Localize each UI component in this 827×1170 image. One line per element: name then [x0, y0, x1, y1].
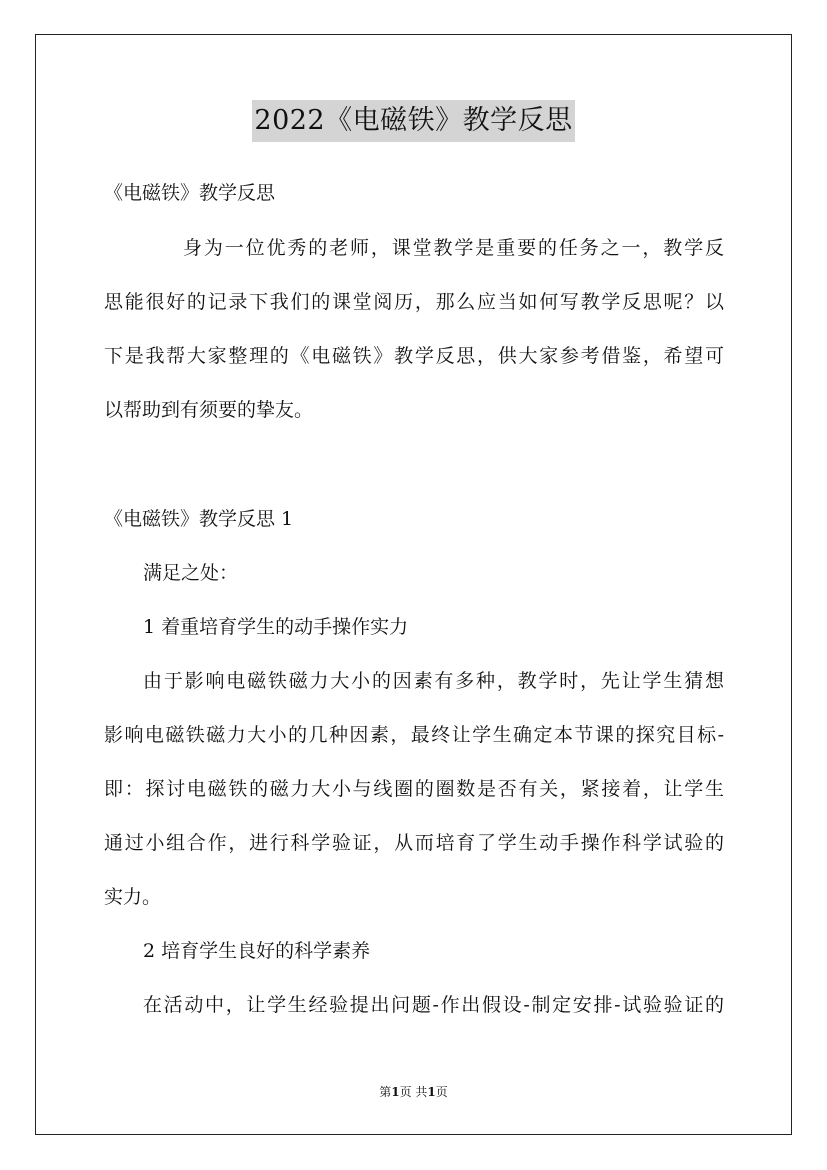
footer-suffix: 页	[435, 1085, 448, 1099]
para1-line-3: 即：探讨电磁铁的磁力大小与线圈的圈数是否有关，紧接着，让学生	[104, 778, 724, 800]
para1-line-5: 实力。	[104, 886, 162, 908]
para2-line-1: 在活动中，让学生经验提出问题-作出假设-制定安排-试验验证的	[143, 994, 724, 1016]
page-footer	[0, 1083, 827, 1100]
footer-prefix: 第	[379, 1085, 392, 1099]
para1-line-1: 由于影响电磁铁磁力大小的因素有多种，教学时，先让学生猜想	[143, 670, 724, 692]
intro-line-4: 以帮助到有须要的挚友。	[104, 399, 314, 421]
footer-page-number: 1	[391, 1085, 400, 1099]
intro-line-1: 身为一位优秀的老师，课堂教学是重要的任务之一，教学反	[183, 237, 724, 259]
para1-line-4: 通过小组合作，进行科学验证，从而培育了学生动手操作科学试验的	[104, 832, 724, 854]
intro-line-2: 思能很好的记录下我们的课堂阅历，那么应当如何写教学反思呢？以	[104, 291, 724, 313]
point-heading-1: 1 着重培育学生的动手操作实力	[143, 616, 409, 638]
footer-mid: 页 共	[399, 1085, 428, 1099]
intro-line-3: 下是我帮大家整理的《电磁铁》教学反思，供大家参考借鉴，希望可	[104, 345, 724, 367]
satisfaction-label: 满足之处：	[143, 562, 239, 584]
document-subtitle: 《电磁铁》教学反思	[104, 182, 276, 204]
para1-line-2: 影响电磁铁磁力大小的几种因素，最终让学生确定本节课的探究目标-	[104, 724, 724, 746]
section-heading-1: 《电磁铁》教学反思 1	[104, 508, 294, 530]
point-heading-2: 2 培育学生良好的科学素养	[143, 940, 371, 962]
document-title: 2022《电磁铁》教学反思	[252, 100, 574, 142]
title-container	[0, 100, 827, 142]
footer-total-pages: 1	[427, 1085, 436, 1099]
